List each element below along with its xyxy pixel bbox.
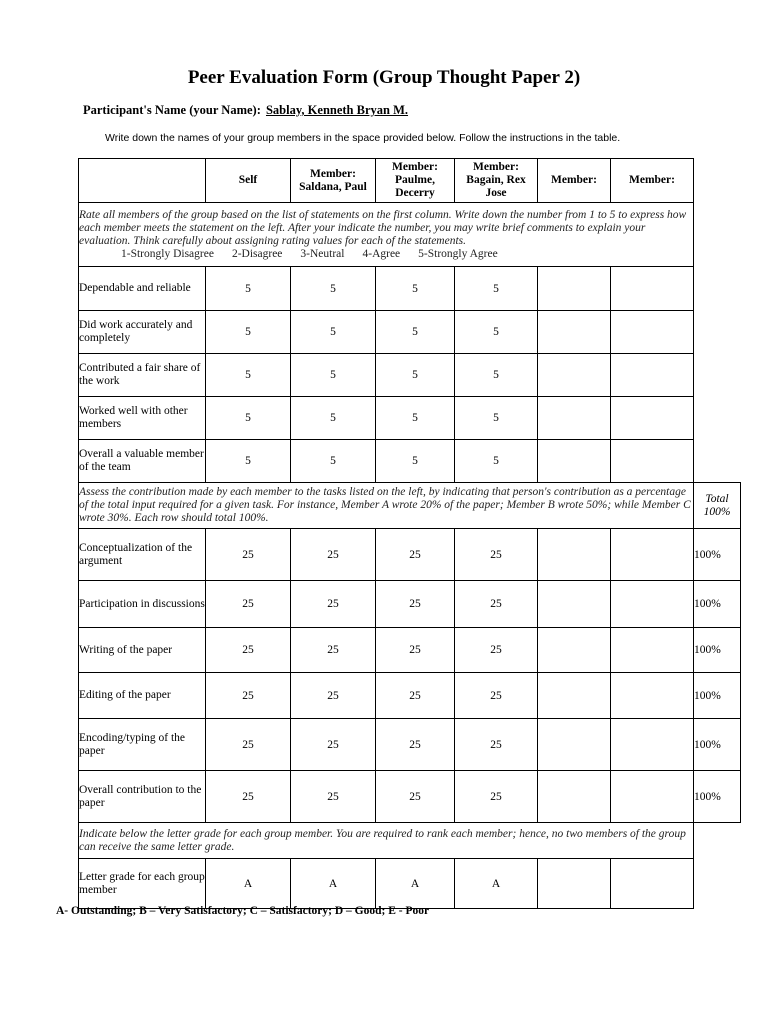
table-row [79,267,741,311]
contribution-value-cell[interactable]: 25 [206,628,291,673]
rating-value-cell[interactable]: 5 [206,440,291,483]
table-row [79,311,741,354]
rating-value-cell[interactable]: 5 [291,440,376,483]
contribution-value-cell[interactable]: 25 [376,581,455,628]
rating-value-cell[interactable]: 5 [455,311,538,354]
rating-value-cell[interactable] [611,311,694,354]
contribution-value-cell[interactable] [538,529,611,581]
grade-value-cell[interactable] [611,859,694,909]
contribution-value-cell[interactable]: 25 [376,529,455,581]
rating-note-text: Rate all members of the group based on the list of statements on the first column. Write down the number from 1 to 5 to express how each member meets the statement on the left. After your indicate the number, you may write brief comments to explain your evaluation. Think carefully about assigning rating values for each of the statements. [79,208,687,247]
grade-value-cell[interactable] [538,859,611,909]
row-total: 100% [694,628,741,673]
contribution-value-cell[interactable]: 25 [206,581,291,628]
contribution-value-cell[interactable]: 25 [455,673,538,719]
grade-legend: A- Outstanding; B – Very Satisfactory; C – Satisfactory; D – Good; E - Poor [56,905,430,917]
rating-value-cell[interactable]: 5 [376,354,455,397]
contribution-value-cell[interactable]: 25 [291,771,376,823]
table-row [79,719,741,771]
contribution-value-cell[interactable]: 25 [376,673,455,719]
table-row [79,483,741,529]
contribution-label: Conceptualization of the argument [79,529,206,581]
rating-value-cell[interactable] [538,311,611,354]
rating-label: Did work accurately and completely [79,311,206,354]
column-header: Member: Bagain, Rex Jose [455,159,538,203]
contribution-value-cell[interactable] [538,771,611,823]
scale-item: 5-Strongly Agree [418,247,498,260]
contribution-value-cell[interactable]: 25 [291,673,376,719]
spacer-cell [694,159,741,203]
row-total: 100% [694,581,741,628]
table-row [79,673,741,719]
contribution-value-cell[interactable]: 25 [455,581,538,628]
contribution-label: Editing of the paper [79,673,206,719]
contribution-value-cell[interactable]: 25 [291,529,376,581]
rating-value-cell[interactable] [538,354,611,397]
rating-value-cell[interactable]: 5 [206,267,291,311]
rating-value-cell[interactable]: 5 [455,440,538,483]
header-blank-cell [79,159,206,203]
contribution-value-cell[interactable]: 25 [291,628,376,673]
instruction-text: Write down the names of your group members in the space provided below. Follow the instructions in the table. [105,132,621,144]
table-row [79,628,741,673]
participant-line [83,103,408,118]
scale-item: 3-Neutral [300,247,345,260]
column-header: Member: Paulme, Decerry [376,159,455,203]
rating-value-cell[interactable] [538,397,611,440]
contribution-value-cell[interactable]: 25 [206,673,291,719]
contribution-label: Encoding/typing of the paper [79,719,206,771]
contribution-value-cell[interactable]: 25 [206,771,291,823]
row-total: 100% [694,719,741,771]
scale-item: 2-Disagree [231,247,283,260]
contribution-value-cell[interactable]: 25 [206,719,291,771]
contribution-value-cell[interactable]: 25 [455,529,538,581]
participant-label: Participant's Name (your Name): [83,103,261,117]
spacer-cell [694,397,741,440]
grade-label: Letter grade for each group member [79,859,206,909]
contribution-value-cell[interactable]: 25 [376,719,455,771]
rating-value-cell[interactable]: 5 [376,440,455,483]
contribution-value-cell[interactable]: 25 [291,719,376,771]
rating-value-cell[interactable]: 5 [206,311,291,354]
rating-value-cell[interactable]: 5 [376,397,455,440]
grade-value-cell[interactable]: A [291,859,376,909]
scale-item: 1-Strongly Disagree [121,247,214,260]
rating-label: Contributed a fair share of the work [79,354,206,397]
rating-value-cell[interactable]: 5 [376,267,455,311]
rating-value-cell[interactable]: 5 [206,354,291,397]
participant-name: Sablay, Kenneth Bryan M. [265,103,409,117]
grade-value-cell[interactable]: A [376,859,455,909]
contribution-value-cell[interactable] [611,581,694,628]
rating-value-cell[interactable]: 5 [455,354,538,397]
rating-label: Worked well with other members [79,397,206,440]
rating-value-cell[interactable]: 5 [291,354,376,397]
rating-value-cell[interactable] [611,354,694,397]
evaluation-table [78,158,741,909]
table-row [79,823,741,859]
row-total: 100% [694,771,741,823]
rating-value-cell[interactable] [611,440,694,483]
contribution-label: Participation in discussions [79,581,206,628]
table-row [79,397,741,440]
spacer-cell [694,354,741,397]
rating-value-cell[interactable]: 5 [376,311,455,354]
rating-value-cell[interactable]: 5 [291,311,376,354]
grade-value-cell[interactable]: A [455,859,538,909]
spacer-cell [694,203,741,267]
row-total: 100% [694,529,741,581]
contribution-instructions: Assess the contribution made by each member to the tasks listed on the left, by indicating that person's contribution as a percentage of the total input required for a given task. For instance, Member A wrote 20% of the paper; Member B wrote 50%; while Member C wrote 30%. Each row should total 100%. [79,483,694,529]
rating-value-cell[interactable] [611,397,694,440]
contribution-value-cell[interactable] [611,628,694,673]
contribution-value-cell[interactable] [611,673,694,719]
rating-value-cell[interactable]: 5 [206,397,291,440]
rating-value-cell[interactable] [538,267,611,311]
contribution-value-cell[interactable]: 25 [376,628,455,673]
contribution-value-cell[interactable] [611,719,694,771]
page-title: Peer Evaluation Form (Group Thought Paper 2) [187,67,581,88]
spacer-cell [694,823,741,859]
table-row [79,159,741,203]
table-row [79,440,741,483]
column-header: Self [206,159,291,203]
grade-instructions: Indicate below the letter grade for each group member. You are required to rank each member; hence, no two members of the group can receive the same letter grade. [79,823,694,859]
spacer-cell [694,859,741,909]
rating-scale [79,248,693,261]
column-header: Member: Saldana, Paul [291,159,376,203]
rating-instructions [79,203,694,267]
contribution-value-cell[interactable]: 25 [455,771,538,823]
rating-label: Dependable and reliable [79,267,206,311]
contribution-value-cell[interactable] [538,719,611,771]
rating-value-cell[interactable]: 5 [455,397,538,440]
rating-value-cell[interactable] [611,267,694,311]
spacer-cell [694,311,741,354]
total-header: Total 100% [694,483,741,529]
contribution-value-cell[interactable]: 25 [376,771,455,823]
rating-value-cell[interactable]: 5 [291,397,376,440]
grade-value-cell[interactable]: A [206,859,291,909]
spacer-cell [694,267,741,311]
contribution-label: Writing of the paper [79,628,206,673]
column-header: Member: [538,159,611,203]
rating-value-cell[interactable]: 5 [455,267,538,311]
table-row [79,203,741,267]
contribution-value-cell[interactable] [538,628,611,673]
rating-label: Overall a valuable member of the team [79,440,206,483]
contribution-label: Overall contribution to the paper [79,771,206,823]
row-total: 100% [694,673,741,719]
table-row [79,859,741,909]
spacer-cell [694,440,741,483]
contribution-value-cell[interactable] [611,771,694,823]
contribution-value-cell[interactable] [538,581,611,628]
table-row [79,354,741,397]
contribution-value-cell[interactable] [538,673,611,719]
table-row [79,529,741,581]
rating-value-cell[interactable]: 5 [291,267,376,311]
scale-item: 4-Agree [362,247,401,260]
contribution-value-cell[interactable]: 25 [206,529,291,581]
contribution-value-cell[interactable]: 25 [455,719,538,771]
column-header: Member: [611,159,694,203]
table-row [79,771,741,823]
contribution-value-cell[interactable]: 25 [291,581,376,628]
contribution-value-cell[interactable]: 25 [455,628,538,673]
contribution-value-cell[interactable] [611,529,694,581]
rating-value-cell[interactable] [538,440,611,483]
table-row [79,581,741,628]
